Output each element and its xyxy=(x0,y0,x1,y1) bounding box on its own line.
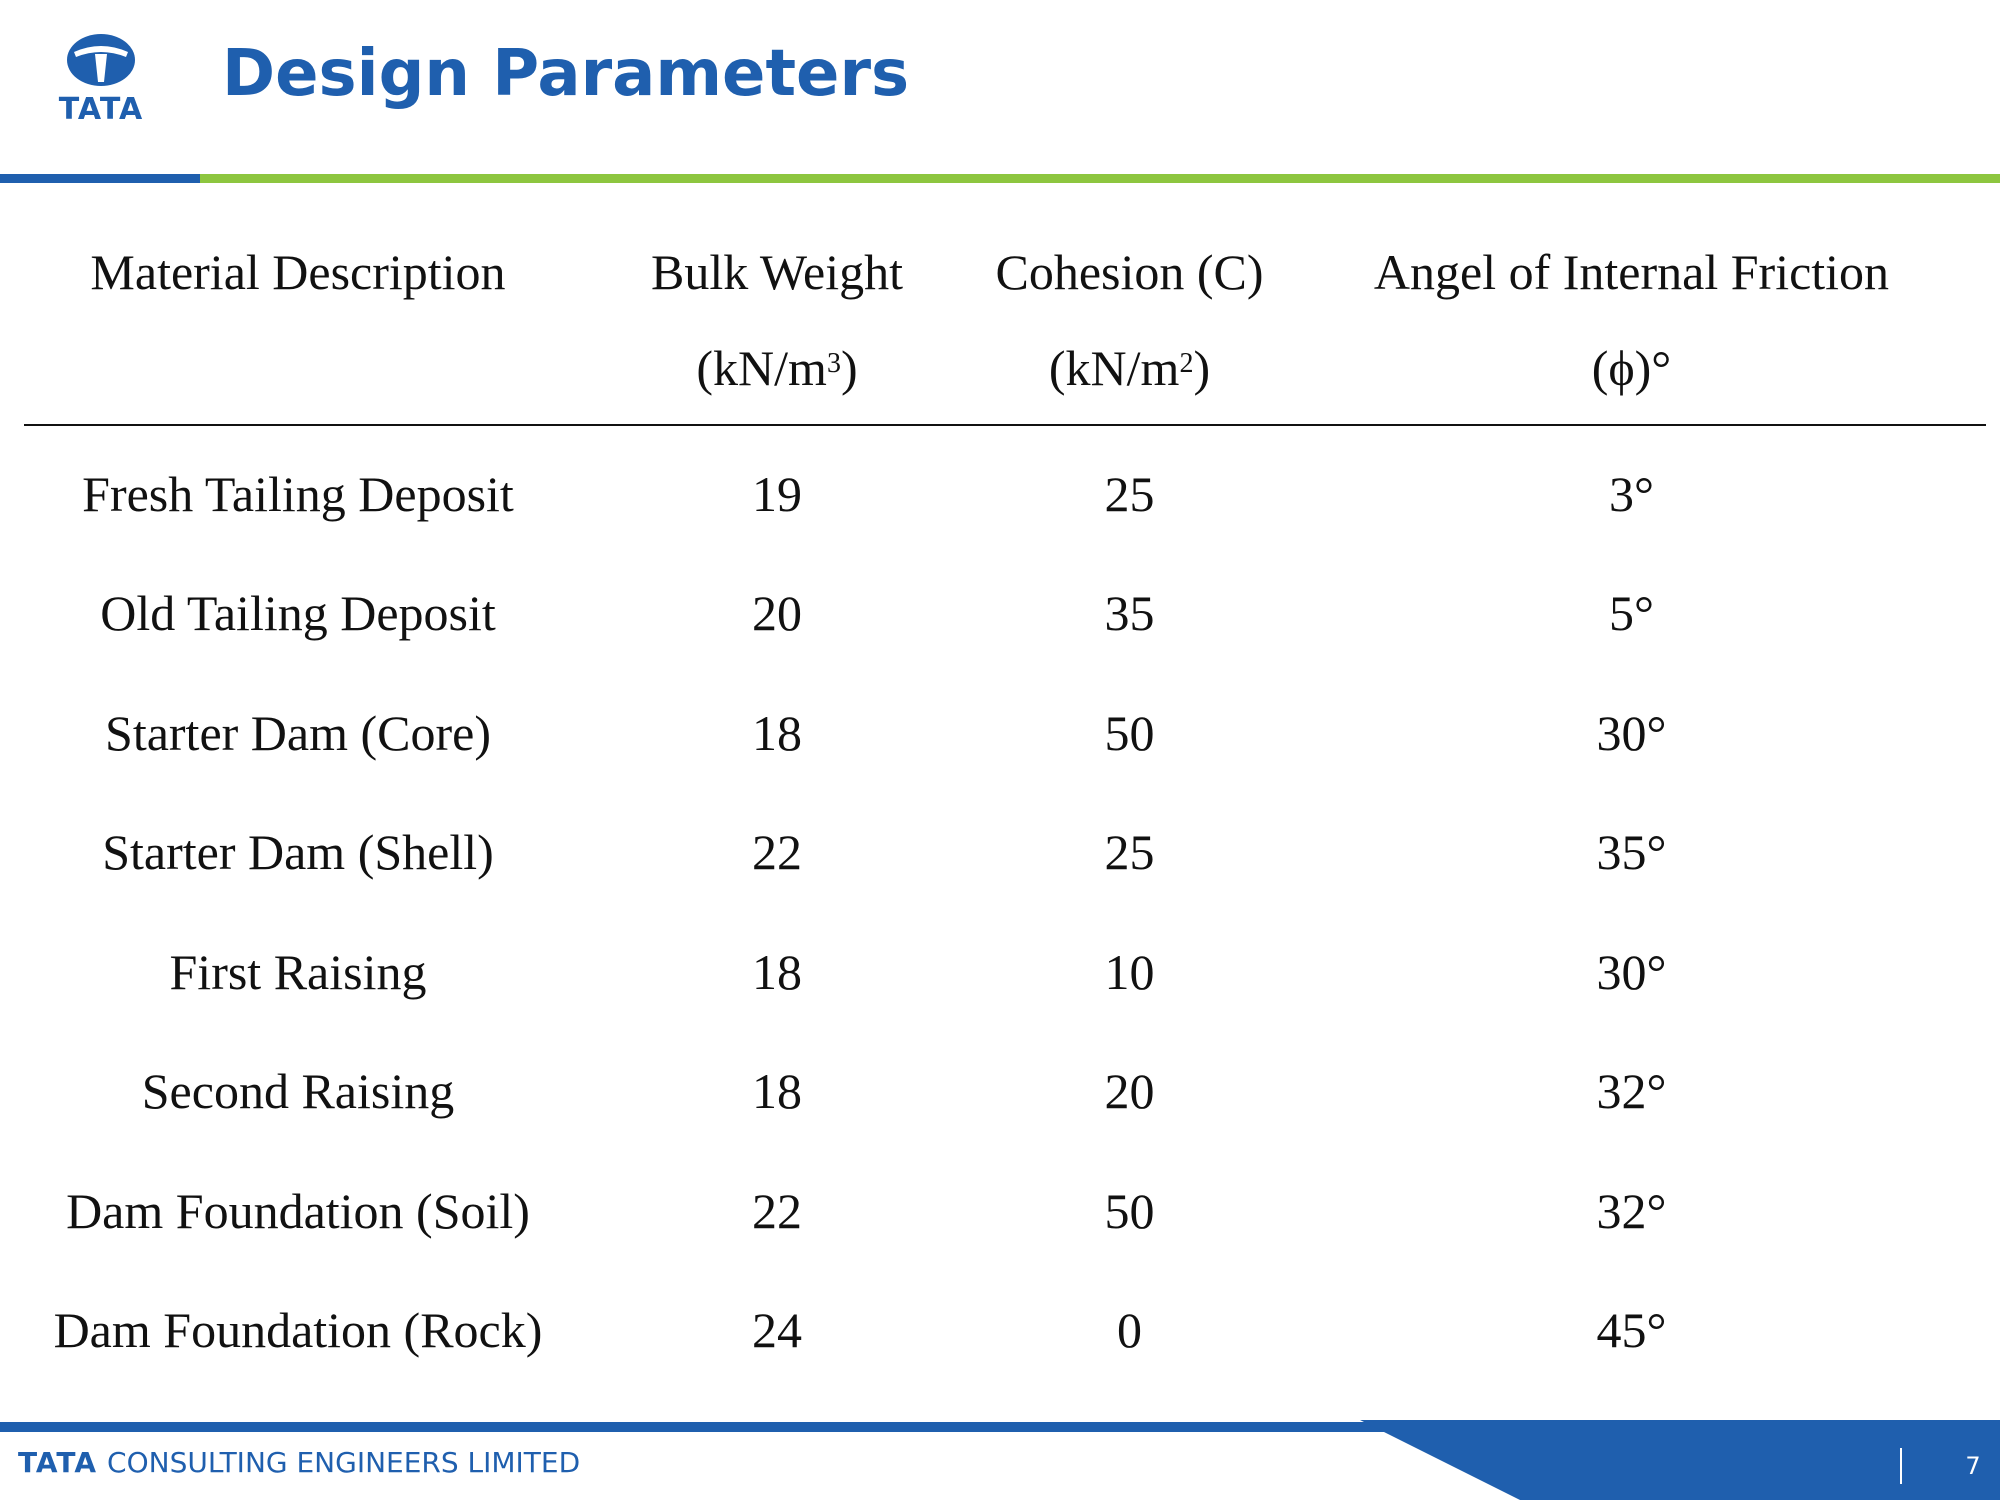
cell-material: Old Tailing Deposit xyxy=(100,585,496,642)
header-friction-angle-unit: (ϕ)° xyxy=(1591,340,1672,396)
table-row xyxy=(24,793,1986,913)
cell-cohesion: 20 xyxy=(1104,1063,1155,1120)
tata-emblem-icon xyxy=(46,30,156,90)
cell-cohesion: 50 xyxy=(1104,704,1155,761)
cell-material: Starter Dam (Shell) xyxy=(102,824,494,881)
cell-bulk-weight: 18 xyxy=(752,1063,802,1120)
tata-logo xyxy=(46,30,156,127)
header-cohesion xyxy=(982,224,1277,425)
design-parameters-table xyxy=(24,224,1986,1390)
table-header-row xyxy=(24,224,1986,425)
cell-friction-angle: 5° xyxy=(1609,585,1654,642)
table-row xyxy=(24,554,1986,674)
cell-bulk-weight: 22 xyxy=(752,824,802,881)
cell-bulk-weight: 20 xyxy=(752,585,802,642)
header-cohesion-label: Cohesion (C) xyxy=(995,244,1264,300)
table-row xyxy=(24,1271,1986,1391)
cell-cohesion: 35 xyxy=(1104,585,1155,642)
table-row xyxy=(24,912,1986,1032)
cell-bulk-weight: 24 xyxy=(752,1302,802,1359)
header-rule-blue xyxy=(0,174,200,183)
logo-wordmark: TATA xyxy=(58,92,144,127)
cell-friction-angle: 35° xyxy=(1596,824,1667,881)
table-row xyxy=(24,673,1986,793)
table-row xyxy=(24,1032,1986,1152)
cell-friction-angle: 30° xyxy=(1596,943,1667,1000)
cell-friction-angle: 45° xyxy=(1596,1302,1667,1359)
cell-bulk-weight: 22 xyxy=(752,1182,802,1239)
cell-cohesion: 10 xyxy=(1104,943,1155,1000)
header-material-description-label: Material Description xyxy=(90,244,506,300)
footer-brand xyxy=(18,1446,580,1479)
cell-cohesion: 50 xyxy=(1104,1182,1155,1239)
cell-bulk-weight: 18 xyxy=(752,943,802,1000)
footer-brand-name: CONSULTING ENGINEERS LIMITED xyxy=(107,1446,581,1479)
cell-cohesion: 0 xyxy=(1117,1302,1142,1359)
cell-friction-angle: 30° xyxy=(1596,704,1667,761)
table-row xyxy=(24,425,1986,554)
cell-bulk-weight: 18 xyxy=(752,704,802,761)
cell-friction-angle: 3° xyxy=(1609,465,1654,522)
header-bulk-weight-label: Bulk Weight xyxy=(650,244,903,300)
cell-friction-angle: 32° xyxy=(1596,1182,1667,1239)
cell-material: Second Raising xyxy=(141,1063,455,1120)
page-title: Design Parameters xyxy=(222,37,910,111)
cell-friction-angle: 32° xyxy=(1596,1063,1667,1120)
cell-material: Dam Foundation (Soil) xyxy=(66,1182,530,1239)
cell-material: Fresh Tailing Deposit xyxy=(82,465,514,522)
cell-material: First Raising xyxy=(169,943,427,1000)
cell-bulk-weight: 19 xyxy=(752,465,802,522)
page-number: 7 xyxy=(1965,1452,1981,1480)
header-cohesion-unit: $(kN/m^2)$ xyxy=(1048,340,1211,396)
header-rule-green xyxy=(200,174,2000,183)
header-friction-angle-label: Angel of Internal Friction xyxy=(1373,244,1890,300)
page-number-divider xyxy=(1900,1448,1902,1484)
footer-brand-bold: TATA xyxy=(18,1446,98,1479)
header-bulk-weight-unit: $(kN/m^3)$ xyxy=(696,340,858,396)
cell-material: Dam Foundation (Rock) xyxy=(53,1302,543,1359)
table-row xyxy=(24,1151,1986,1271)
cell-material: Starter Dam (Core) xyxy=(105,704,491,761)
cell-cohesion: 25 xyxy=(1104,465,1155,522)
header-bulk-weight xyxy=(572,224,982,425)
header-friction-angle xyxy=(1277,224,1986,425)
header-material-description xyxy=(24,224,572,425)
cell-cohesion: 25 xyxy=(1104,824,1155,881)
